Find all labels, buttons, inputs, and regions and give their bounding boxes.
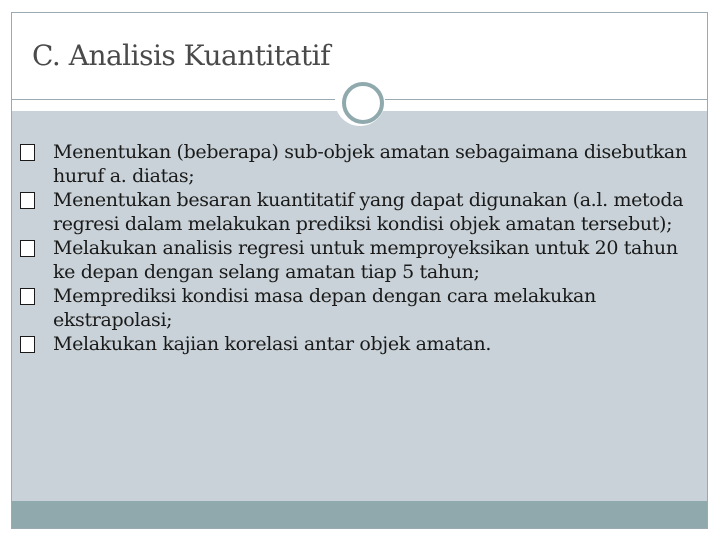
square-bullet-icon [20, 192, 35, 209]
list-item-text: Memprediksi kondisi masa depan dengan cara melakukan ekstrapolasi; [53, 285, 596, 331]
list-item-text: Melakukan kajian korelasi antar objek amatan. [53, 333, 492, 355]
list-item [20, 236, 700, 284]
list-item-text: Melakukan analisis regresi untuk memproyeksikan untuk 20 tahun ke depan dengan selang amatan tiap 5 tahun; [53, 237, 678, 283]
list-item [20, 140, 700, 188]
square-bullet-icon [20, 336, 35, 353]
footer-bar [12, 501, 707, 528]
square-bullet-icon [20, 144, 35, 161]
list-item [20, 284, 700, 332]
list-item [20, 332, 700, 356]
bullet-list [20, 140, 700, 356]
list-item [20, 188, 700, 236]
square-bullet-icon [20, 240, 35, 257]
list-item-text: Menentukan besaran kuantitatif yang dapat digunakan (a.l. metoda regresi dalam melakukan prediksi kondisi objek amatan tersebut); [53, 189, 684, 235]
square-bullet-icon [20, 288, 35, 305]
slide-title: C. Analisis Kuantitatif [32, 39, 330, 72]
circle-ornament-icon [342, 82, 384, 124]
list-item-text: Menentukan (beberapa) sub-objek amatan sebagaimana disebutkan huruf a. diatas; [53, 141, 687, 187]
